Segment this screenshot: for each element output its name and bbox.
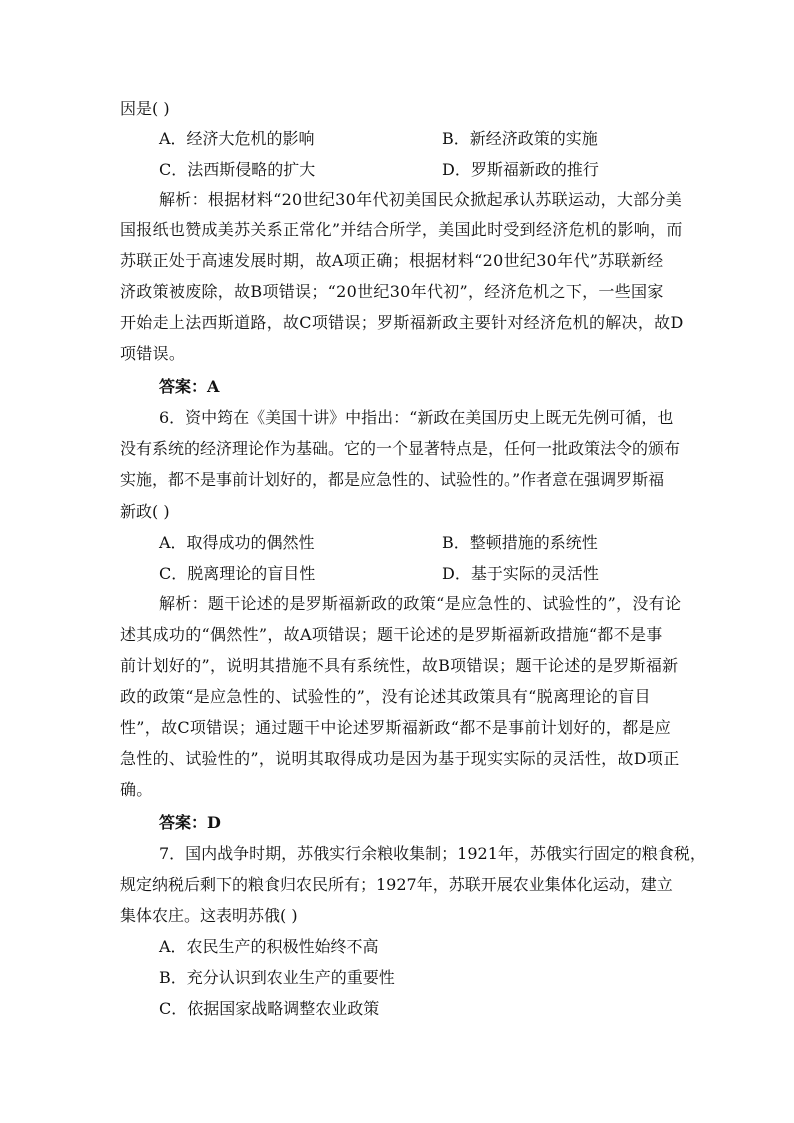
q7-stem-line: 7．国内战争时期，苏俄实行余粮收集制；1921年，苏俄实行固定的粮食税， bbox=[159, 844, 706, 863]
q6-option-b: B．整顿措施的系统性 bbox=[442, 533, 598, 552]
q6-explanation-line: 确。 bbox=[120, 780, 153, 799]
q6-answer: 答案：D bbox=[159, 813, 221, 832]
q6-option-c: C．脱离理论的盲目性 bbox=[159, 564, 316, 583]
q7-option-c: C．依据国家战略调整农业政策 bbox=[159, 999, 380, 1018]
q6-option-a: A．取得成功的偶然性 bbox=[159, 533, 315, 552]
q5-answer: 答案：A bbox=[159, 377, 220, 396]
q6-explanation-line: 解析：题干论述的是罗斯福新政的政策“是应急性的、试验性的”，没有论 bbox=[159, 594, 682, 613]
q6-stem-line: 没有系统的经济理论作为基础。它的一个显著特点是，任何一批政策法令的颁布 bbox=[120, 439, 681, 458]
q6-explanation-line: 前计划好的”，说明其措施不具有系统性，故B项错误；题干论述的是罗斯福新 bbox=[120, 656, 679, 675]
q5-explanation-line: 项错误。 bbox=[120, 344, 186, 363]
q5-stem-tail: 因是( ) bbox=[120, 99, 170, 118]
q5-explanation-line: 苏联正处于高速发展时期，故A项正确；根据材料“20世纪30年代”苏联新经 bbox=[120, 251, 664, 270]
q7-option-a: A．农民生产的积极性始终不高 bbox=[159, 937, 379, 956]
q6-explanation-line: 政的政策“是应急性的、试验性的”，没有论述其政策具有“脱离理论的盲目 bbox=[120, 687, 651, 706]
q6-explanation-line: 急性的、试验性的”，说明其取得成功是因为基于现实实际的灵活性，故D项正 bbox=[120, 749, 680, 768]
q5-option-d: D．罗斯福新政的推行 bbox=[442, 160, 599, 179]
q6-stem-line: 6．资中筠在《美国十讲》中指出：“新政在美国历史上既无先例可循，也 bbox=[159, 408, 674, 427]
q5-explanation-line: 解析：根据材料“20世纪30年代初美国民众掀起承认苏联运动，大部分美 bbox=[159, 190, 683, 209]
q5-option-a: A．经济大危机的影响 bbox=[159, 129, 315, 148]
q6-stem-line: 新政( ) bbox=[120, 502, 170, 521]
q5-option-c: C．法西斯侵略的扩大 bbox=[159, 160, 316, 179]
q5-explanation-line: 国报纸也赞成美苏关系正常化”并结合所学，美国此时受到经济危机的影响，而 bbox=[120, 220, 683, 239]
q6-explanation-line: 述其成功的“偶然性”，故A项错误；题干论述的是罗斯福新政措施“都不是事 bbox=[120, 625, 663, 644]
q5-option-b: B．新经济政策的实施 bbox=[442, 129, 598, 148]
q7-option-b: B．充分认识到农业生产的重要性 bbox=[159, 968, 395, 987]
q5-explanation-line: 济政策被废除，故B项错误；“20世纪30年代初”，经济危机之下，一些国家 bbox=[120, 282, 664, 301]
q7-stem-line: 规定纳税后剩下的粮食归农民所有；1927年，苏联开展农业集体化运动，建立 bbox=[120, 875, 673, 894]
q6-stem-line: 实施，都不是事前计划好的，都是应急性的、试验性的。”作者意在强调罗斯福 bbox=[120, 470, 665, 489]
q6-option-d: D．基于实际的灵活性 bbox=[442, 564, 599, 583]
q6-explanation-line: 性”，故C项错误；通过题干中论述罗斯福新政“都不是事前计划好的，都是应 bbox=[120, 718, 672, 737]
q7-stem-line: 集体农庄。这表明苏俄( ) bbox=[120, 906, 298, 925]
q5-explanation-line: 开始走上法西斯道路，故C项错误；罗斯福新政主要针对经济危机的解决，故D bbox=[120, 313, 684, 332]
